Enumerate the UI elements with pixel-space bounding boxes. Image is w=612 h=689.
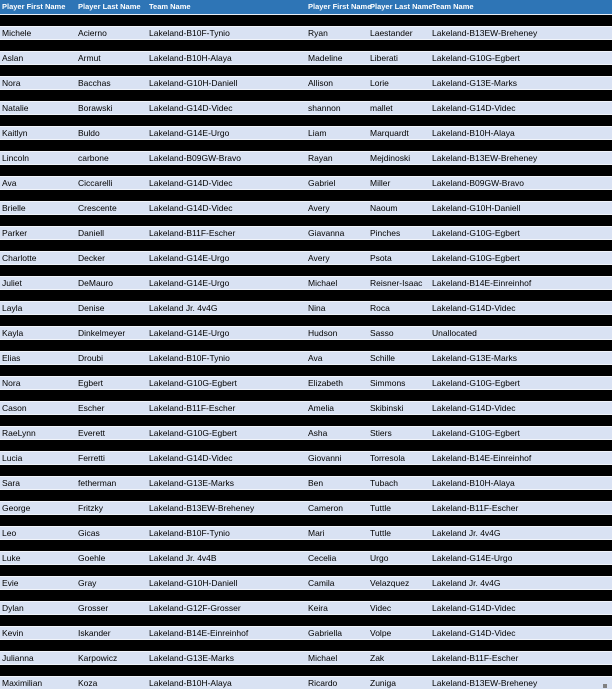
cell-player-first-name-right[interactable]: Mari — [308, 528, 325, 538]
cell-player-first-name-left[interactable]: Kayla — [2, 328, 24, 338]
cell-player-last-name-right[interactable]: Laestander — [370, 28, 413, 38]
cell-player-first-name-left[interactable]: Kaitlyn — [2, 128, 28, 138]
cell-player-last-name-right[interactable]: Stiers — [370, 428, 392, 438]
cell-player-first-name-left[interactable]: Charlotte — [2, 253, 37, 263]
separator-row — [0, 265, 612, 276]
cell-player-first-name-left[interactable]: George — [2, 503, 31, 513]
cell-player-first-name-right[interactable]: Michael — [308, 278, 338, 288]
cell-player-first-name-right[interactable]: Liam — [308, 128, 327, 138]
cell-player-first-name-left[interactable]: Dylan — [2, 603, 24, 613]
table-row — [0, 176, 612, 190]
cell-team-name-left[interactable]: Lakeland-G14E-Urgo — [149, 128, 230, 138]
separator-row — [0, 290, 612, 301]
separator-row — [0, 465, 612, 476]
cell-player-first-name-left[interactable]: Aslan — [2, 53, 24, 63]
cell-player-first-name-right[interactable]: Avery — [308, 253, 330, 263]
table-row — [0, 101, 612, 115]
cell-player-last-name-left[interactable]: Ciccarelli — [78, 178, 113, 188]
cell-team-name-right[interactable]: Lakeland-G10H-Daniell — [432, 203, 521, 213]
cell-player-first-name-left[interactable]: Nora — [2, 78, 21, 88]
cell-player-last-name-right[interactable]: Reisner-Isaac — [370, 278, 423, 288]
cell-team-name-left[interactable]: Lakeland-G13E-Marks — [149, 478, 235, 488]
cell-player-last-name-left[interactable]: Dinkelmeyer — [78, 328, 126, 338]
cell-player-first-name-left[interactable]: Layla — [2, 303, 23, 313]
table-row — [0, 51, 612, 65]
cell-player-first-name-right[interactable]: Hudson — [308, 328, 338, 338]
cell-player-first-name-right[interactable]: Cameron — [308, 503, 343, 513]
cell-team-name-left[interactable]: Lakeland-G13E-Marks — [149, 653, 235, 663]
cell-team-name-left[interactable]: Lakeland-G14D-Videc — [149, 203, 233, 213]
cell-player-first-name-right[interactable]: Ben — [308, 478, 324, 488]
cell-player-last-name-right[interactable]: Liberati — [370, 53, 398, 63]
cell-team-name-left[interactable]: Lakeland-G14E-Urgo — [149, 278, 230, 288]
table-row — [0, 326, 612, 340]
cell-player-last-name-right[interactable]: Torresola — [370, 453, 405, 463]
cell-player-first-name-left[interactable]: Luke — [2, 553, 21, 563]
separator-row — [0, 665, 612, 676]
cell-team-name-right[interactable]: Lakeland-B14E-Einreinhof — [432, 278, 532, 288]
cell-player-last-name-right[interactable]: Naoum — [370, 203, 398, 213]
cell-player-last-name-left[interactable]: Karpowicz — [78, 653, 118, 663]
cell-player-last-name-right[interactable]: Roca — [370, 303, 390, 313]
cell-player-first-name-left[interactable]: Parker — [2, 228, 28, 238]
cell-team-name-right[interactable]: Lakeland-G14D-Videc — [432, 403, 516, 413]
table-row — [0, 601, 612, 615]
header-team-name-left[interactable]: Team Name — [149, 2, 191, 11]
cell-player-first-name-right[interactable]: Giavanna — [308, 228, 345, 238]
table-row — [0, 526, 612, 540]
cell-team-name-right[interactable]: Lakeland-B10H-Alaya — [432, 478, 515, 488]
cell-team-name-left[interactable]: Lakeland-B11F-Escher — [149, 228, 236, 238]
cell-team-name-left[interactable]: Lakeland-G14E-Urgo — [149, 253, 230, 263]
cell-player-first-name-left[interactable]: Lucia — [2, 453, 23, 463]
cell-player-last-name-right[interactable]: Volpe — [370, 628, 392, 638]
cell-team-name-left[interactable]: Lakeland-G12F-Grosser — [149, 603, 241, 613]
cell-player-last-name-left[interactable]: Fritzky — [78, 503, 104, 513]
cell-player-last-name-left[interactable]: carbone — [78, 153, 109, 163]
cell-player-last-name-right[interactable]: Tubach — [370, 478, 399, 488]
cell-player-last-name-right[interactable]: mallet — [370, 103, 393, 113]
cell-player-last-name-left[interactable]: Denise — [78, 303, 105, 313]
cell-team-name-right[interactable]: Lakeland-B13EW-Breheney — [432, 28, 538, 38]
cell-team-name-left[interactable]: Lakeland Jr. 4v4G — [149, 303, 218, 313]
cell-team-name-left[interactable]: Lakeland-B10H-Alaya — [149, 678, 232, 688]
cell-player-last-name-left[interactable]: Gicas — [78, 528, 100, 538]
table-row — [0, 126, 612, 140]
cell-player-last-name-right[interactable]: Schille — [370, 353, 396, 363]
separator-row — [0, 490, 612, 501]
separator-row — [0, 40, 612, 51]
cell-player-last-name-right[interactable]: Velazquez — [370, 578, 410, 588]
cell-team-name-left[interactable]: Lakeland-B11F-Escher — [149, 403, 236, 413]
cell-player-first-name-right[interactable]: Giovanni — [308, 453, 342, 463]
cell-player-first-name-right[interactable]: Ava — [308, 353, 323, 363]
cell-team-name-right[interactable]: Lakeland-G14D-Videc — [432, 303, 516, 313]
table-row — [0, 626, 612, 640]
cell-player-last-name-right[interactable]: Skibinski — [370, 403, 404, 413]
cell-player-first-name-left[interactable]: Julianna — [2, 653, 34, 663]
cell-player-first-name-right[interactable]: Ricardo — [308, 678, 338, 688]
cell-player-first-name-left[interactable]: Elias — [2, 353, 21, 363]
cell-player-first-name-left[interactable]: Maximilian — [2, 678, 43, 688]
separator-row — [0, 15, 612, 26]
cell-player-first-name-left[interactable]: Juliet — [2, 278, 22, 288]
cell-player-last-name-right[interactable]: Simmons — [370, 378, 406, 388]
cell-player-last-name-right[interactable]: Urgo — [370, 553, 389, 563]
cell-team-name-right[interactable]: Lakeland-G10G-Egbert — [432, 228, 520, 238]
cell-team-name-left[interactable]: Lakeland-G10H-Daniell — [149, 578, 238, 588]
cell-player-first-name-left[interactable]: Leo — [2, 528, 17, 538]
table-row — [0, 476, 612, 490]
header-player-first-name-right[interactable]: Player First Name — [308, 2, 372, 11]
cell-player-last-name-left[interactable]: Goehle — [78, 553, 106, 563]
cell-player-last-name-right[interactable]: Psota — [370, 253, 392, 263]
cell-player-first-name-right[interactable]: Elizabeth — [308, 378, 343, 388]
cell-player-last-name-left[interactable]: Gray — [78, 578, 97, 588]
cell-player-last-name-left[interactable]: Egbert — [78, 378, 104, 388]
cell-team-name-left[interactable]: Lakeland-G14D-Videc — [149, 178, 233, 188]
cell-team-name-right[interactable]: Lakeland-B11F-Escher — [432, 653, 519, 663]
cell-team-name-left[interactable]: Lakeland-B10F-Tynio — [149, 528, 230, 538]
cell-team-name-right[interactable]: Lakeland-B10H-Alaya — [432, 128, 515, 138]
table-row — [0, 376, 612, 390]
separator-row — [0, 565, 612, 576]
separator-row — [0, 365, 612, 376]
cell-player-last-name-left[interactable]: Droubi — [78, 353, 104, 363]
table-row — [0, 276, 612, 290]
fill-handle[interactable] — [603, 684, 607, 688]
cell-player-first-name-right[interactable]: Rayan — [308, 153, 333, 163]
cell-player-last-name-right[interactable]: Mejdinoski — [370, 153, 411, 163]
cell-player-first-name-right[interactable]: Allison — [308, 78, 334, 88]
cell-team-name-right[interactable]: Lakeland-G13E-Marks — [432, 353, 518, 363]
cell-team-name-left[interactable]: Lakeland-B14E-Einreinhof — [149, 628, 249, 638]
cell-team-name-left[interactable]: Lakeland-G14D-Videc — [149, 103, 233, 113]
cell-player-last-name-right[interactable]: Pinches — [370, 228, 401, 238]
table-row — [0, 76, 612, 90]
cell-player-first-name-left[interactable]: Nora — [2, 378, 21, 388]
table-row — [0, 426, 612, 440]
cell-player-first-name-right[interactable]: Nina — [308, 303, 326, 313]
table-row — [0, 226, 612, 240]
cell-player-last-name-left[interactable]: Koza — [78, 678, 98, 688]
cell-player-last-name-left[interactable]: Decker — [78, 253, 105, 263]
cell-player-first-name-right[interactable]: Avery — [308, 203, 330, 213]
table-row — [0, 676, 612, 689]
cell-player-first-name-left[interactable]: RaeLynn — [2, 428, 36, 438]
cell-player-first-name-right[interactable]: Michael — [308, 653, 338, 663]
cell-team-name-left[interactable]: Lakeland-G10H-Daniell — [149, 78, 238, 88]
separator-row — [0, 615, 612, 626]
separator-row — [0, 515, 612, 526]
separator-row — [0, 240, 612, 251]
cell-player-first-name-left[interactable]: Natalie — [2, 103, 29, 113]
cell-player-last-name-left[interactable]: Buldo — [78, 128, 100, 138]
separator-row — [0, 540, 612, 551]
cell-team-name-right[interactable]: Lakeland-G14D-Videc — [432, 103, 516, 113]
separator-row — [0, 440, 612, 451]
cell-team-name-right[interactable]: Lakeland-G10G-Egbert — [432, 53, 520, 63]
cell-player-first-name-right[interactable]: Gabriel — [308, 178, 336, 188]
header-team-name-right[interactable]: Team Name — [432, 2, 474, 11]
table-row — [0, 251, 612, 265]
cell-player-last-name-left[interactable]: Daniell — [78, 228, 104, 238]
cell-player-last-name-right[interactable]: Videc — [370, 603, 392, 613]
separator-row — [0, 215, 612, 226]
cell-player-first-name-right[interactable]: Cecelia — [308, 553, 337, 563]
header-player-first-name-left[interactable]: Player First Name — [2, 2, 66, 11]
table-body — [0, 15, 612, 689]
header-player-last-name-left[interactable]: Player Last Name — [78, 2, 141, 11]
cell-team-name-left[interactable]: Lakeland-B13EW-Breheney — [149, 503, 255, 513]
cell-player-last-name-left[interactable]: Ferretti — [78, 453, 105, 463]
cell-team-name-left[interactable]: Lakeland Jr. 4v4B — [149, 553, 217, 563]
cell-team-name-left[interactable]: Lakeland-G14E-Urgo — [149, 328, 230, 338]
cell-player-last-name-left[interactable]: Grosser — [78, 603, 109, 613]
table-row — [0, 26, 612, 40]
cell-team-name-right[interactable]: Lakeland-G14D-Videc — [432, 603, 516, 613]
separator-row — [0, 165, 612, 176]
table-row — [0, 401, 612, 415]
cell-player-last-name-left[interactable]: Crescente — [78, 203, 117, 213]
separator-row — [0, 315, 612, 326]
cell-team-name-right[interactable]: Lakeland-G13E-Marks — [432, 78, 518, 88]
cell-player-last-name-left[interactable]: Escher — [78, 403, 105, 413]
cell-team-name-right[interactable]: Lakeland Jr. 4v4G — [432, 528, 501, 538]
cell-team-name-right[interactable]: Lakeland-G10G-Egbert — [432, 378, 520, 388]
table-row — [0, 551, 612, 565]
separator-row — [0, 590, 612, 601]
cell-player-first-name-left[interactable]: Brielle — [2, 203, 26, 213]
cell-team-name-right[interactable]: Lakeland-B13EW-Breheney — [432, 678, 538, 688]
cell-player-first-name-left[interactable]: Michele — [2, 28, 32, 38]
table-row — [0, 151, 612, 165]
cell-player-last-name-left[interactable]: Borawski — [78, 103, 113, 113]
cell-player-last-name-left[interactable]: Bacchas — [78, 78, 111, 88]
separator-row — [0, 340, 612, 351]
cell-player-first-name-left[interactable]: Cason — [2, 403, 27, 413]
separator-row — [0, 115, 612, 126]
cell-team-name-right[interactable]: Unallocated — [432, 328, 477, 338]
header-row — [0, 0, 612, 15]
cell-team-name-left[interactable]: Lakeland-B10F-Tynio — [149, 353, 230, 363]
table-row — [0, 651, 612, 665]
separator-row — [0, 140, 612, 151]
cell-team-name-left[interactable]: Lakeland-G14D-Videc — [149, 453, 233, 463]
table-row — [0, 301, 612, 315]
cell-player-last-name-left[interactable]: Iskander — [78, 628, 111, 638]
cell-team-name-left[interactable]: Lakeland-G10G-Egbert — [149, 428, 237, 438]
cell-player-last-name-right[interactable]: Marquardt — [370, 128, 409, 138]
cell-player-first-name-right[interactable]: Keira — [308, 603, 328, 613]
separator-row — [0, 90, 612, 101]
cell-player-last-name-left[interactable]: fetherman — [78, 478, 117, 488]
cell-team-name-right[interactable]: Lakeland-B11F-Escher — [432, 503, 519, 513]
cell-player-last-name-right[interactable]: Zuniga — [370, 678, 396, 688]
table-row — [0, 501, 612, 515]
cell-player-first-name-left[interactable]: Lincoln — [2, 153, 29, 163]
cell-team-name-left[interactable]: Lakeland-B10H-Alaya — [149, 53, 232, 63]
cell-player-first-name-right[interactable]: Gabriella — [308, 628, 343, 638]
cell-player-first-name-left[interactable]: Sara — [2, 478, 20, 488]
cell-team-name-right[interactable]: Lakeland-B13EW-Breheney — [432, 153, 538, 163]
cell-team-name-right[interactable]: Lakeland-B09GW-Bravo — [432, 178, 524, 188]
cell-player-last-name-left[interactable]: Armut — [78, 53, 101, 63]
cell-team-name-right[interactable]: Lakeland-G10G-Egbert — [432, 253, 520, 263]
cell-player-last-name-right[interactable]: Miller — [370, 178, 391, 188]
cell-player-last-name-right[interactable]: Sasso — [370, 328, 394, 338]
table-row — [0, 576, 612, 590]
cell-player-first-name-left[interactable]: Ava — [2, 178, 17, 188]
cell-team-name-left[interactable]: Lakeland-G10G-Egbert — [149, 378, 237, 388]
separator-row — [0, 415, 612, 426]
cell-team-name-right[interactable]: Lakeland-G10G-Egbert — [432, 428, 520, 438]
table-row — [0, 451, 612, 465]
cell-player-first-name-right[interactable]: Camila — [308, 578, 335, 588]
separator-row — [0, 190, 612, 201]
cell-player-last-name-right[interactable]: Tuttle — [370, 528, 391, 538]
cell-player-first-name-left[interactable]: Evie — [2, 578, 19, 588]
cell-player-first-name-right[interactable]: Ryan — [308, 28, 328, 38]
table-row — [0, 201, 612, 215]
table-row — [0, 351, 612, 365]
cell-player-last-name-right[interactable]: Zak — [370, 653, 385, 663]
header-player-last-name-right[interactable]: Player Last Name — [370, 2, 433, 11]
cell-player-last-name-left[interactable]: Acierno — [78, 28, 107, 38]
cell-player-last-name-right[interactable]: Lorie — [370, 78, 389, 88]
cell-player-first-name-right[interactable]: shannon — [308, 103, 341, 113]
cell-player-last-name-right[interactable]: Tuttle — [370, 503, 391, 513]
cell-team-name-right[interactable]: Lakeland-G14D-Videc — [432, 628, 516, 638]
separator-row — [0, 640, 612, 651]
cell-player-first-name-right[interactable]: Madeline — [308, 53, 343, 63]
cell-team-name-left[interactable]: Lakeland-B10F-Tynio — [149, 28, 230, 38]
separator-row — [0, 390, 612, 401]
cell-player-first-name-right[interactable]: Amelia — [308, 403, 334, 413]
cell-player-first-name-left[interactable]: Kevin — [2, 628, 24, 638]
cell-player-last-name-left[interactable]: DeMauro — [78, 278, 113, 288]
cell-team-name-left[interactable]: Lakeland-B09GW-Bravo — [149, 153, 241, 163]
cell-player-last-name-left[interactable]: Everett — [78, 428, 105, 438]
cell-team-name-right[interactable]: Lakeland-B14E-Einreinhof — [432, 453, 532, 463]
cell-player-first-name-right[interactable]: Asha — [308, 428, 328, 438]
cell-team-name-right[interactable]: Lakeland Jr. 4v4G — [432, 578, 501, 588]
separator-row — [0, 65, 612, 76]
cell-team-name-right[interactable]: Lakeland-G14E-Urgo — [432, 553, 513, 563]
